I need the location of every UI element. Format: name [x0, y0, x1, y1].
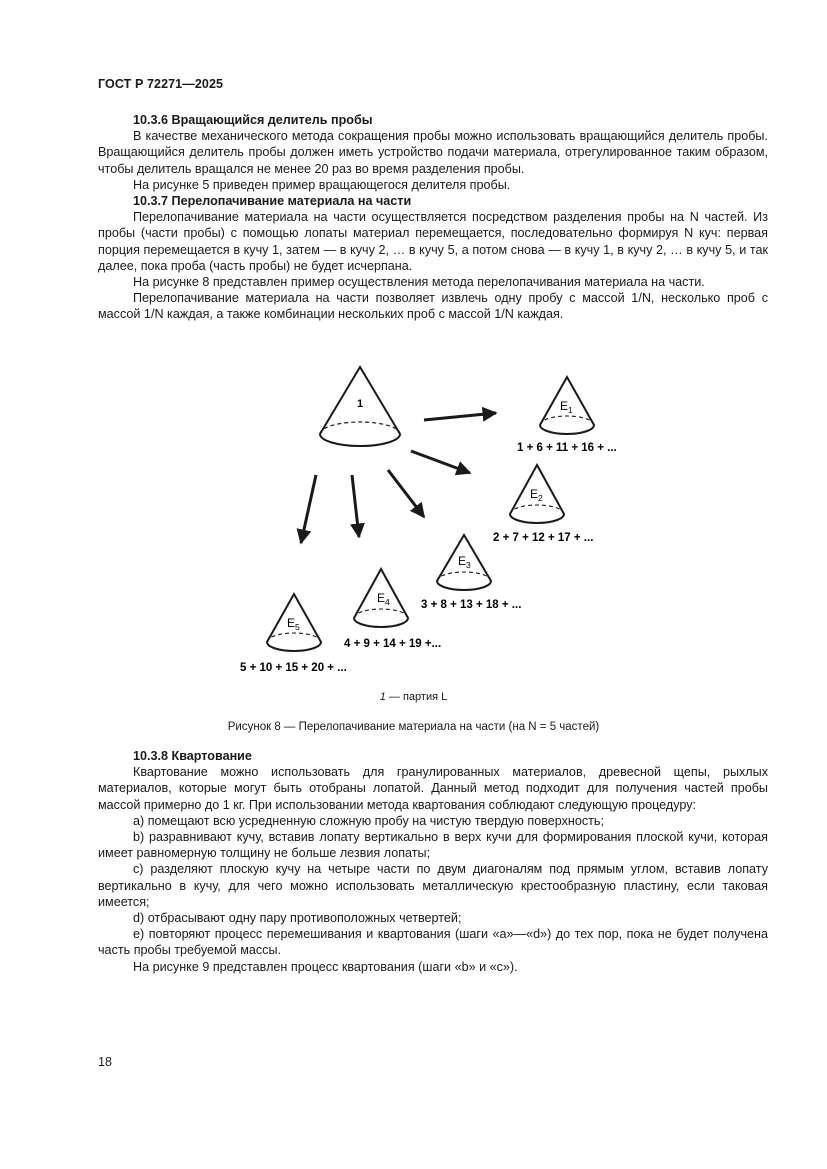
list-item: b) разравнивают кучу, вставив лопату вертикально в верх кучи для формирования плоской кучи, которая имеет равномерную толщину не больше лезвия лопаты;: [98, 830, 768, 861]
pile-e5-label: $E_5$: [287, 616, 300, 632]
section-10-3-6-and-10-3-7: [98, 112, 768, 323]
paragraph: На рисунке 5 приведен пример вращающегося делителя пробы.: [133, 177, 511, 192]
standard-header: ГОСТ Р 72271—2025: [98, 77, 224, 91]
pile-e2-label: $E_2$: [530, 487, 543, 503]
list-item: e) повторяют процесс перемешивания и квартования (шаги «a»—«d») до тех пор, пока не будет получена часть пробы требуемой массы.: [98, 927, 768, 958]
main-pile-cone: [320, 367, 400, 446]
pile-e2-cone: [493, 465, 593, 544]
pile-e3-label: $E_3$: [458, 554, 471, 570]
legend-text: — партия L: [385, 691, 448, 703]
pile-e2-sequence: 2 + 7 + 12 + 17 + ...: [493, 532, 594, 544]
pile-e1-label: $E_1$: [560, 399, 573, 415]
pile-e4-label: $E_4$: [377, 591, 390, 607]
pile-e5-cone: [240, 594, 347, 674]
arrow-to-e5: [301, 475, 316, 543]
pile-e3-sequence: 3 + 8 + 13 + 18 + ...: [421, 599, 522, 611]
paragraph: Перелопачивание материала на части осуществляется посредством разделения пробы на N частей. Из пробы (части пробы) с помощью лопаты материал перемещается, последовательно формируя N куч: первая порция перемещается в кучу 1, затем — в кучу 2, … в кучу 5, а потом снова — в кучу 1, в кучу 2, … в кучу 5, и так далее, пока проба (часть пробы) не будет исчерпана.: [98, 210, 768, 273]
page-number: 18: [98, 1055, 112, 1069]
heading-10-3-6: 10.3.6 Вращающийся делитель пробы: [133, 113, 373, 127]
pile-e5-sequence: 5 + 10 + 15 + 20 + ...: [240, 662, 347, 674]
main-pile-label: 1: [357, 398, 364, 410]
figure-caption: Рисунок 8 — Перелопачивание материала на части (на N = 5 частей): [227, 721, 600, 733]
list-item: d) отбрасывают одну пару противоположных четвертей;: [133, 911, 462, 926]
arrow-to-e3: [388, 470, 424, 517]
pile-e3-cone: [421, 535, 521, 611]
section-10-3-8: [98, 748, 768, 975]
paragraph: В качестве механического метода сокращения пробы можно использовать вращающийся делитель пробы. Вращающийся делитель пробы должен иметь устройство подачи материала, отрегулированное таким образом, чтобы делитель вращался не менее 20 раз во время разделения пробы.: [98, 129, 768, 176]
pile-e1-cone: [517, 377, 617, 454]
paragraph: На рисунке 8 представлен пример осуществления метода перелопачивания материала на части.: [133, 275, 705, 290]
arrow-to-e2: [411, 451, 470, 473]
arrow-to-e1: [424, 413, 496, 420]
paragraph: Квартование можно использовать для гранулированных материалов, древесной щепы, рыхлых материалов, которые могут быть отобраны лопатой. Данный метод подходит для получения частей пробы массой примерно до 1 кг. При использовании метода квартования соблюдают следующую процедуру:: [98, 765, 768, 812]
pile-e4-sequence: 4 + 9 + 14 + 19 +...: [344, 638, 442, 650]
heading-10-3-7: 10.3.7 Перелопачивание материала на части: [133, 194, 412, 209]
heading-10-3-8: 10.3.8 Квартование: [133, 749, 252, 763]
figure-8-svg: [0, 340, 827, 710]
arrow-to-e4: [352, 475, 359, 537]
list-item: c) разделяют плоскую кучу на четыре части по двум диагоналям под прямым углом, вставив лопату вертикально в кучу, для чего можно использовать металлическую крестообразную пластину, если таковая имеется;: [98, 862, 768, 909]
pile-e1-sequence: 1 + 6 + 11 + 16 + ...: [517, 442, 617, 454]
legend-number: 1: [379, 691, 386, 703]
list-item: a) помещают всю усредненную сложную пробу на чистую твердую поверхность;: [133, 813, 604, 828]
figure-legend: [0, 691, 827, 703]
figure-8-diagram: [0, 340, 827, 710]
paragraph: На рисунке 9 представлен процесс квартования (шаги «b» и «c»).: [133, 959, 518, 974]
paragraph: Перелопачивание материала на части позволяет извлечь одну пробу с массой 1/N, несколько проб с массой 1/N каждая, а также комбинации нескольких проб с массой 1/N каждая.: [98, 291, 768, 322]
